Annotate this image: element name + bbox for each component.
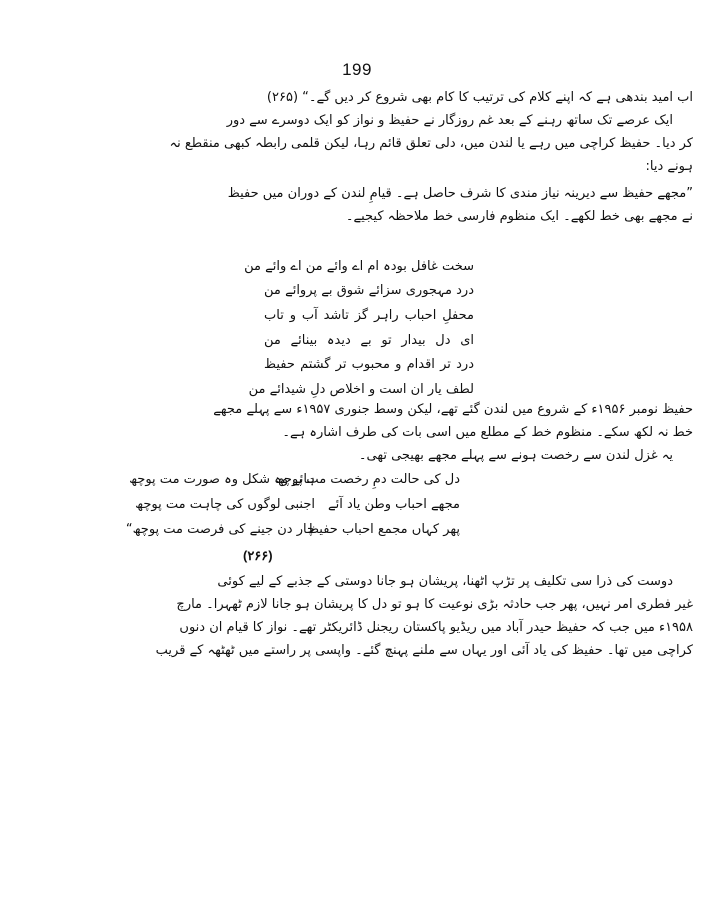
paragraph-line: کراچی میں تھا۔ حفیظ کی یاد آئی اور یہاں سے ملنے پہنچ گئے۔ واپسی پر راستے میں ٹھٹھہ کے قریب <box>155 643 693 658</box>
paragraph-line: حفیظ نومبر ۱۹۵۶ء کے شروع میں لندن گئے تھے، لیکن وسط جنوری ۱۹۵۷ء سے پہلے مجھے <box>213 402 693 417</box>
page-number: 199 <box>342 60 372 79</box>
paragraph-line: کر دیا۔ حفیظ کراچی میں رہے یا لندن میں، دلی تعلق قائم رہا، لیکن قلمی رابطہ کبھی منقطع نہ <box>169 136 693 151</box>
poem-verse: درد مہجوری سزائے شوق بے پروائے من <box>264 283 474 298</box>
ghazal-hemistich: ہائے وہ شکل وہ صورت مت پوچھ <box>129 472 315 487</box>
paragraph-line: غیر فطری امر نہیں، پھر جب حادثہ بڑی نوعیت کا ہو تو دل کا پریشان ہو جانا لازم ٹھہرا۔ مارچ <box>176 597 693 612</box>
poem-verse: سخت غافل بودہ ام اے وائے من اے وائے من <box>244 259 474 274</box>
quote-line: نے مجھے بھی خط لکھے۔ ایک منظوم فارسی خط ملاحظہ کیجیے۔ <box>345 209 693 224</box>
ghazal-couplet <box>129 472 460 494</box>
poem-verse: درد تر اقدام و محبوب تر گشتم حفیظ <box>264 357 474 372</box>
ghazal-hemistich: مجھے احباب وطن یاد آئے <box>328 497 460 512</box>
ghazal-hemistich: اجنبی لوگوں کی چاہت مت پوچھ <box>135 497 315 512</box>
body-text <box>169 86 693 228</box>
ghazal-intro: یہ غزل لندن سے رخصت ہونے سے پہلے مجھے بھیجی تھی۔ <box>358 448 673 463</box>
closing-paragraph <box>155 570 693 662</box>
paragraph-line: ہونے دیا: <box>645 159 693 174</box>
quote-line: ”مجھے حفیظ سے دیرینہ نیاز مندی کا شرف حاصل ہے۔ قیامِ لندن کے دوران میں حفیظ <box>227 186 693 201</box>
paragraph-line: ایک عرصے تک ساتھ رہنے کے بعد غم روزگار نے حفیظ و نواز کو ایک دوسرے سے دور <box>226 113 673 128</box>
poem-verse: محفلِ احباب راہر گز تاشد آب و تاب <box>264 308 474 323</box>
ghazal-hemistich: پھر کہاں مجمع احباب حفیظ <box>306 522 460 537</box>
poem-verse: ای دل بیدار تو بے دیدہ بینائے من <box>264 333 474 348</box>
ghazal-couplet <box>135 497 460 519</box>
ghazal-couplet <box>125 522 460 544</box>
poem-verse: لطف یار ان است و اخلاص دلِ شیدائے من <box>248 382 474 397</box>
paragraph-line: ۱۹۵۸ء میں جب کہ حفیظ حیدر آباد میں ریڈیو پاکستان ریجنل ڈائریکٹر تھے۔ نواز کا قیام ان دنوں <box>179 620 693 635</box>
after-poem-text <box>213 398 693 467</box>
reference-marker: (۲۶۶) <box>243 548 273 563</box>
paragraph-line: خط نہ لکھ سکے۔ منظوم خط کے مطلع میں اسی بات کی طرف اشارہ ہے۔ <box>282 425 693 440</box>
ghazal-hemistich: دل کی حالت دمِ رخصت مت پوچھ <box>275 472 460 487</box>
paragraph-line: دوست کی ذرا سی تکلیف پر تڑپ اٹھنا، پریشان ہو جانا دوستی کے جذبے کے لیے کوئی <box>217 574 673 589</box>
paragraph-line: اب امید بندھی ہے کہ اپنے کلام کی ترتیب کا کام بھی شروع کر دیں گے۔“ (۲۶۵) <box>266 90 693 105</box>
ghazal-hemistich: چار دن جینے کی فرصت مت پوچھ“ <box>125 522 315 537</box>
